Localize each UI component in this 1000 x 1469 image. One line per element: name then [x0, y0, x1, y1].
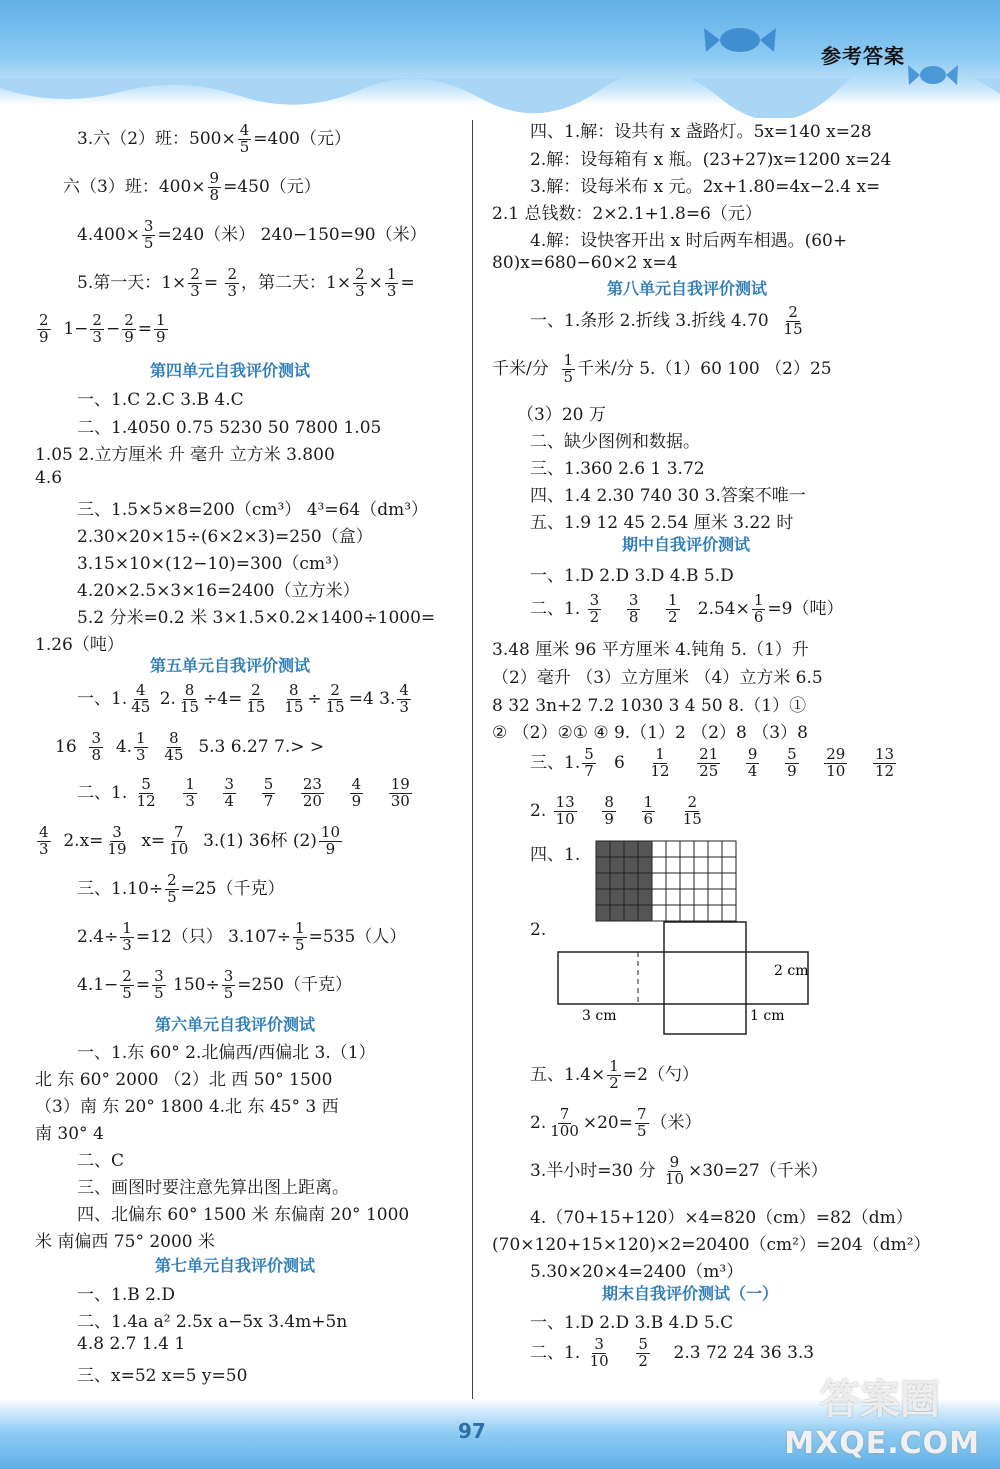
answer-line: 一、1.C 2.C 3.B 4.C	[77, 390, 244, 410]
grid-cell-shaded	[624, 857, 638, 873]
grid-cell-shaded	[624, 905, 638, 921]
candy-icon-small	[905, 55, 960, 95]
answer-line: 二、缺少图例和数据。	[530, 432, 700, 452]
grid-cell	[666, 873, 680, 889]
section-heading: 期末自我评价测试（一）	[602, 1284, 779, 1303]
grid-cell	[708, 889, 722, 905]
grid-cell	[666, 889, 680, 905]
answer-line: 一、1.D 2.D 3.D 4.B 5.D	[530, 566, 734, 586]
answer-line: 16 $\frac{3}{8}$ 4. $\frac{1}{3}$ $\frac{8}{45}$ 5.3 6.27 7.> >	[55, 729, 325, 764]
cuboid-net-figure	[556, 920, 856, 1040]
section-heading: 第五单元自我评价测试	[150, 656, 311, 675]
answer-line: 一、1. $\frac{4}{45}$ 2. $\frac{8}{15}$ ÷4= $\frac{2}{15}$ $\frac{8}{15}$ ÷ $\frac{2}{15}$ =4 3. $\frac{4}{3}$	[77, 681, 409, 716]
answer-line: 二、1. $\frac{3}{10}$ $\frac{5}{2}$ 2.3 72 24 36 3.3	[530, 1335, 815, 1370]
grid-cell-shaded	[610, 889, 624, 905]
grid-cell	[680, 889, 694, 905]
grid-cell	[722, 873, 736, 889]
answer-line: 三、画图时要注意先算出图上距离。	[77, 1178, 349, 1198]
grid-cell-shaded	[610, 905, 624, 921]
answer-line: 二、1. $\frac{5}{12}$ $\frac{1}{3}$ $\frac{3}{4}$ $\frac{5}{7}$ $\frac{23}{20}$ $\frac{4}{9}$ $\frac{19}{30}$	[77, 775, 410, 810]
answer-line: 4.6	[35, 468, 63, 488]
section-heading: 第八单元自我评价测试	[607, 279, 768, 298]
grid-cell	[652, 873, 666, 889]
answer-line: 3.15×10×(12−10)=300（cm³）	[77, 554, 349, 574]
grid-cell-shaded	[638, 873, 652, 889]
grid-cell-shaded	[596, 889, 610, 905]
grid-cell-shaded	[624, 841, 638, 857]
grid-cell	[680, 873, 694, 889]
answer-line: 1.05 2.立方厘米 升 毫升 立方米 3.800	[35, 445, 335, 465]
answer-line: 北 东 60° 2000 （2）北 西 50° 1500	[35, 1070, 333, 1090]
grid-cell	[694, 889, 708, 905]
page-number: 97	[458, 1419, 486, 1443]
answer-line: 5.30×20×4=2400（m³）	[530, 1262, 744, 1282]
grid-cell-shaded	[596, 841, 610, 857]
header-wave-decoration	[0, 78, 1000, 118]
answer-line: $\frac{4}{3}$ 2.x= $\frac{3}{19}$ x= $\frac{7}{10}$ 3.(1) 36杯 (2) $\frac{10}{9}$	[39, 823, 340, 858]
answer-line: 二、1.4050 0.75 5230 50 7800 1.05	[77, 418, 382, 438]
section-heading: 第六单元自我评价测试	[155, 1015, 316, 1034]
grid-cell	[722, 841, 736, 857]
grid-cell-shaded	[638, 889, 652, 905]
answer-line: 五、1.9 12 45 2.54 厘米 3.22 时	[530, 513, 794, 533]
answer-line: 六（3）班：400× $\frac{9}{8}$ =450（元）	[63, 169, 321, 204]
answer-line: 4.解：设快客开出 x 时后两车相遇。(60+	[530, 231, 848, 251]
section-heading: 期中自我评价测试	[622, 535, 751, 554]
grid-cell-shaded	[638, 905, 652, 921]
section-heading: 第四单元自我评价测试	[150, 361, 311, 380]
answer-line: 3.半小时=30 分 $\frac{9}{10}$ ×30=27（千米）	[530, 1153, 828, 1188]
net-label-width: 1 cm	[750, 1008, 785, 1024]
answer-line: 四、北偏东 60° 1500 米 东偏南 20° 1000	[77, 1205, 410, 1225]
answer-line: 3.48 厘米 96 平方厘米 4.钝角 5.（1）升	[492, 640, 809, 660]
watermark-url: MXQE.COM	[784, 1426, 980, 1461]
answer-line: 三、1.10÷ $\frac{2}{5}$ =25（千克）	[77, 871, 285, 906]
answer-line: 4.20×2.5×3×16=2400（立方米）	[77, 581, 360, 601]
answer-line: (70×120+15×120)×2=20400（cm²）=204（dm²）	[492, 1235, 931, 1255]
answer-line: 千米/分 $\frac{1}{5}$ 千米/分 5.（1）60 100 （2）25	[492, 351, 832, 386]
grid-cell	[694, 873, 708, 889]
answer-line: 三、1. $\frac{5}{7}$ 6 $\frac{1}{12}$ $\frac{21}{25}$ $\frac{9}{4}$ $\frac{5}{9}$ $\frac{29}{10}$ $\frac{13}{12}$	[530, 745, 895, 780]
answer-line: 2. $\frac{7}{100}$ ×20= $\frac{7}{5}$ （米）	[530, 1105, 702, 1140]
answer-line: 2.4÷ $\frac{1}{3}$ =12（只） 3.107÷ $\frac{1}{5}$ =535（人）	[77, 919, 407, 954]
grid-cell-shaded	[624, 873, 638, 889]
answer-line: 2.1 总钱数：2×2.1+1.8=6（元）	[492, 204, 762, 224]
answer-line: 二、1.4a a² 2.5x a−5x 3.4m+5n	[77, 1312, 348, 1332]
grid-cell-shaded	[624, 889, 638, 905]
answer-line: 2.30×20×15÷(6×2×3)=250（盒）	[77, 527, 373, 547]
grid-cell	[694, 841, 708, 857]
grid-cell	[708, 905, 722, 921]
shaded-grid-figure	[595, 840, 741, 924]
watermark-logo: 答案圈	[820, 1377, 940, 1423]
header-title: 参考答案	[821, 44, 905, 68]
answer-line: $\frac{2}{9}$ 1− $\frac{2}{3}$ − $\frac{2}{9}$ = $\frac{1}{9}$	[39, 311, 166, 346]
grid-cell-shaded	[638, 841, 652, 857]
answer-line: 南 30° 4	[35, 1124, 104, 1144]
grid-cell	[652, 905, 666, 921]
answer-line: 5.第一天：1× $\frac{2}{3}$ = $\frac{2}{3}$ ，第二天：1× $\frac{2}{3}$ × $\frac{1}{3}$ =	[77, 265, 415, 300]
answer-line: 2. $\frac{13}{10}$ $\frac{8}{9}$ $\frac{1}{6}$ $\frac{2}{15}$	[530, 793, 702, 828]
grid-cell	[708, 841, 722, 857]
grid-cell	[666, 857, 680, 873]
answer-line: （3）20 万	[517, 405, 606, 425]
grid-cell	[666, 841, 680, 857]
grid-cell	[652, 857, 666, 873]
answer-line: 一、1.D 2.D 3.B 4.D 5.C	[530, 1313, 734, 1333]
answer-line: 五、1.4× $\frac{1}{2}$ =2（勺）	[530, 1057, 699, 1092]
grid-cell	[722, 889, 736, 905]
grid-cell-shaded	[610, 841, 624, 857]
grid-cell	[680, 857, 694, 873]
answer-line: 三、x=52 x=5 y=50	[77, 1366, 248, 1386]
answer-line: 2.	[530, 920, 547, 940]
grid-cell-shaded	[596, 857, 610, 873]
answer-line: 1.26（吨）	[35, 635, 124, 655]
net-label-length: 3 cm	[582, 1008, 617, 1024]
grid-cell	[708, 873, 722, 889]
answer-line: 2.解：设每箱有 x 瓶。(23+27)x=1200 x=24	[530, 150, 892, 170]
grid-cell	[722, 905, 736, 921]
answer-line: 一、1.条形 2.折线 3.折线 4.70 $\frac{2}{15}$	[530, 303, 803, 338]
answer-line: 4.400× $\frac{3}{5}$ =240（米） 240−150=90（米）	[77, 217, 427, 252]
grid-cell-shaded	[596, 905, 610, 921]
answer-line: ② （2）②① ④ 9.（1）2 （2）8 （3）8	[492, 723, 808, 743]
answer-line: 二、1. $\frac{3}{2}$ $\frac{3}{8}$ $\frac{1}{2}$ 2.54× $\frac{1}{6}$ =9（吨）	[530, 591, 844, 626]
column-divider	[472, 120, 473, 1410]
section-heading: 第七单元自我评价测试	[155, 1256, 316, 1275]
grid-cell	[680, 841, 694, 857]
candy-icon	[700, 18, 780, 63]
answer-line: 4.（70+15+120）×4=820（cm）=82（dm）	[530, 1208, 913, 1228]
grid-cell	[708, 857, 722, 873]
answer-line: 3.六（2）班：500× $\frac{4}{5}$ =400（元）	[77, 121, 351, 156]
grid-cell-shaded	[638, 857, 652, 873]
answer-line: 80)x=680−60×2 x=4	[492, 253, 678, 273]
answer-line: 三、1.360 2.6 1 3.72	[530, 459, 705, 479]
answer-line: 二、C	[77, 1151, 125, 1171]
grid-cell	[652, 841, 666, 857]
answer-line: 米 南偏西 75° 2000 米	[35, 1232, 216, 1252]
answer-line: 4.8 2.7 1.4 1	[77, 1334, 186, 1354]
answer-line: 4.1− $\frac{2}{5}$ = $\frac{3}{5}$ 150÷ $\frac{3}{5}$ =250（千克）	[77, 967, 352, 1002]
grid-cell-shaded	[610, 873, 624, 889]
net-label-height: 2 cm	[774, 963, 809, 979]
answer-line: 三、1.5×5×8=200（cm³） 4³=64（dm³）	[77, 500, 429, 520]
grid-cell	[694, 905, 708, 921]
answer-line: （2）毫升 （3）立方厘米 （4）立方米 6.5	[492, 668, 823, 688]
answer-line: 四、1.解：设共有 x 盏路灯。5x=140 x=28	[530, 122, 872, 142]
answer-line: 四、1.4 2.30 740 30 3.答案不唯一	[530, 486, 806, 506]
answer-line: 一、1.东 60° 2.北偏西/西偏北 3.（1）	[77, 1043, 376, 1063]
grid-cell	[722, 857, 736, 873]
grid-cell-shaded	[596, 873, 610, 889]
grid-cell	[666, 905, 680, 921]
grid-cell	[680, 905, 694, 921]
grid-cell	[694, 857, 708, 873]
answer-line: 一、1.B 2.D	[77, 1285, 175, 1305]
answer-line: 四、1.	[530, 845, 581, 865]
answer-line: 8 32 3n+2 7.2 1030 3 4 50 8.（1）①	[492, 696, 807, 716]
grid-cell	[652, 889, 666, 905]
answer-line: （3）南 东 20° 1800 4.北 东 45° 3 西	[35, 1097, 339, 1117]
answer-line: 5.2 分米=0.2 米 3×1.5×0.2×1400÷1000=	[77, 608, 436, 628]
grid-cell-shaded	[610, 857, 624, 873]
answer-line: 3.解：设每米布 x 元。2x+1.80=4x−2.4 x=	[530, 177, 881, 197]
